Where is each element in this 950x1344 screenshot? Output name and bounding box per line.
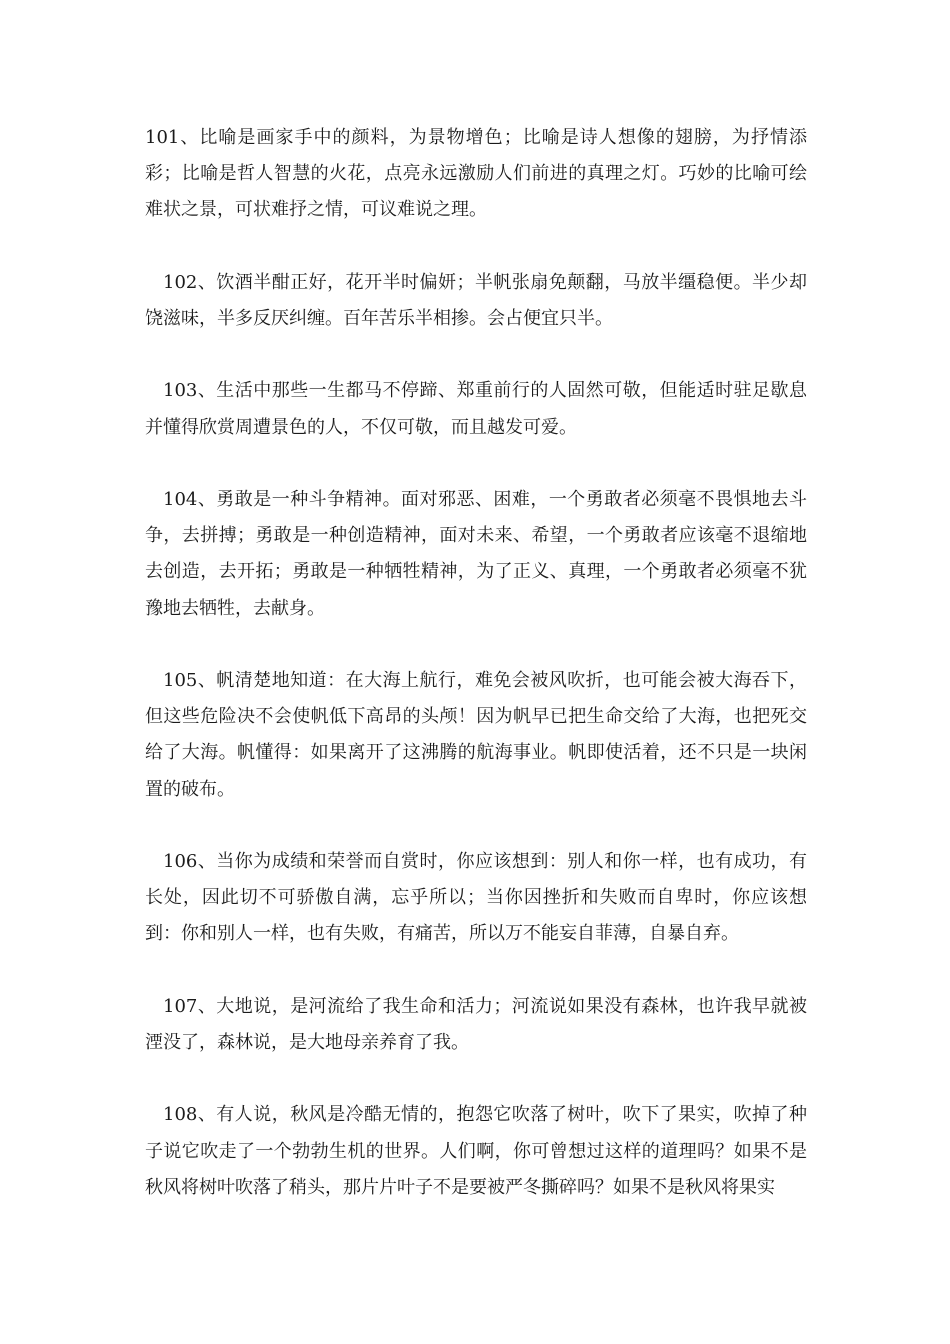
paragraph-107: 107、大地说，是河流给了我生命和活力；河流说如果没有森林，也许我早就被湮没了，森林说，是大地母亲养育了我。: [145, 995, 807, 1053]
paragraph-103: 103、生活中那些一生都马不停蹄、郑重前行的人固然可敬，但能适时驻足歇息并懂得欣赏周遭景色的人，不仅可敬，而且越发可爱。: [145, 380, 807, 438]
paragraph-101: 101、比喻是画家手中的颜料，为景物增色；比喻是诗人想像的翅膀，为抒情添彩；比喻是哲人智慧的火花，点亮永远激励人们前进的真理之灯。巧妙的比喻可绘难状之景，可状难抒之情，可议难说之理。: [145, 127, 807, 221]
paragraph-102: 102、饮酒半酣正好，花开半时偏妍；半帆张扇免颠翻，马放半缰稳便。半少却饶滋味，半多反厌纠缠。百年苦乐半相掺。会占便宜只半。: [145, 271, 807, 329]
document-page: [145, 120, 807, 1242]
paragraph-104: 104、勇敢是一种斗争精神。面对邪恶、困难，一个勇敢者必须毫不畏惧地去斗争，去拼搏；勇敢是一种创造精神，面对未来、希望，一个勇敢者应该毫不退缩地去创造，去开拓；勇敢是一种牺牲精神，为了正义、真理，一个勇敢者必须毫不犹豫地去牺牲，去献身。: [145, 488, 807, 619]
paragraph-108: 108、有人说，秋风是冷酷无情的，抱怨它吹落了树叶，吹下了果实，吹掉了种子说它吹走了一个勃勃生机的世界。人们啊，你可曾想过这样的道理吗？如果不是秋风将树叶吹落了稍头，那片片叶子不是要被严冬撕碎吗？如果不是秋风将果实: [145, 1104, 807, 1198]
paragraph-106: 106、当你为成绩和荣誉而自赏时，你应该想到：别人和你一样，也有成功，有长处，因此切不可骄傲自满，忘乎所以；当你因挫折和失败而自卑时，你应该想到：你和别人一样，也有失败，有痛苦，所以万不能妄自菲薄，自暴自弃。: [145, 850, 807, 945]
paragraph-105: 105、帆清楚地知道：在大海上航行，难免会被风吹折，也可能会被大海吞下，但这些危险决不会使帆低下高昂的头颅！因为帆早已把生命交给了大海，也把死交给了大海。帆懂得：如果离开了这沸腾的航海事业。帆即使活着，还不只是一块闲置的破布。: [145, 669, 807, 800]
